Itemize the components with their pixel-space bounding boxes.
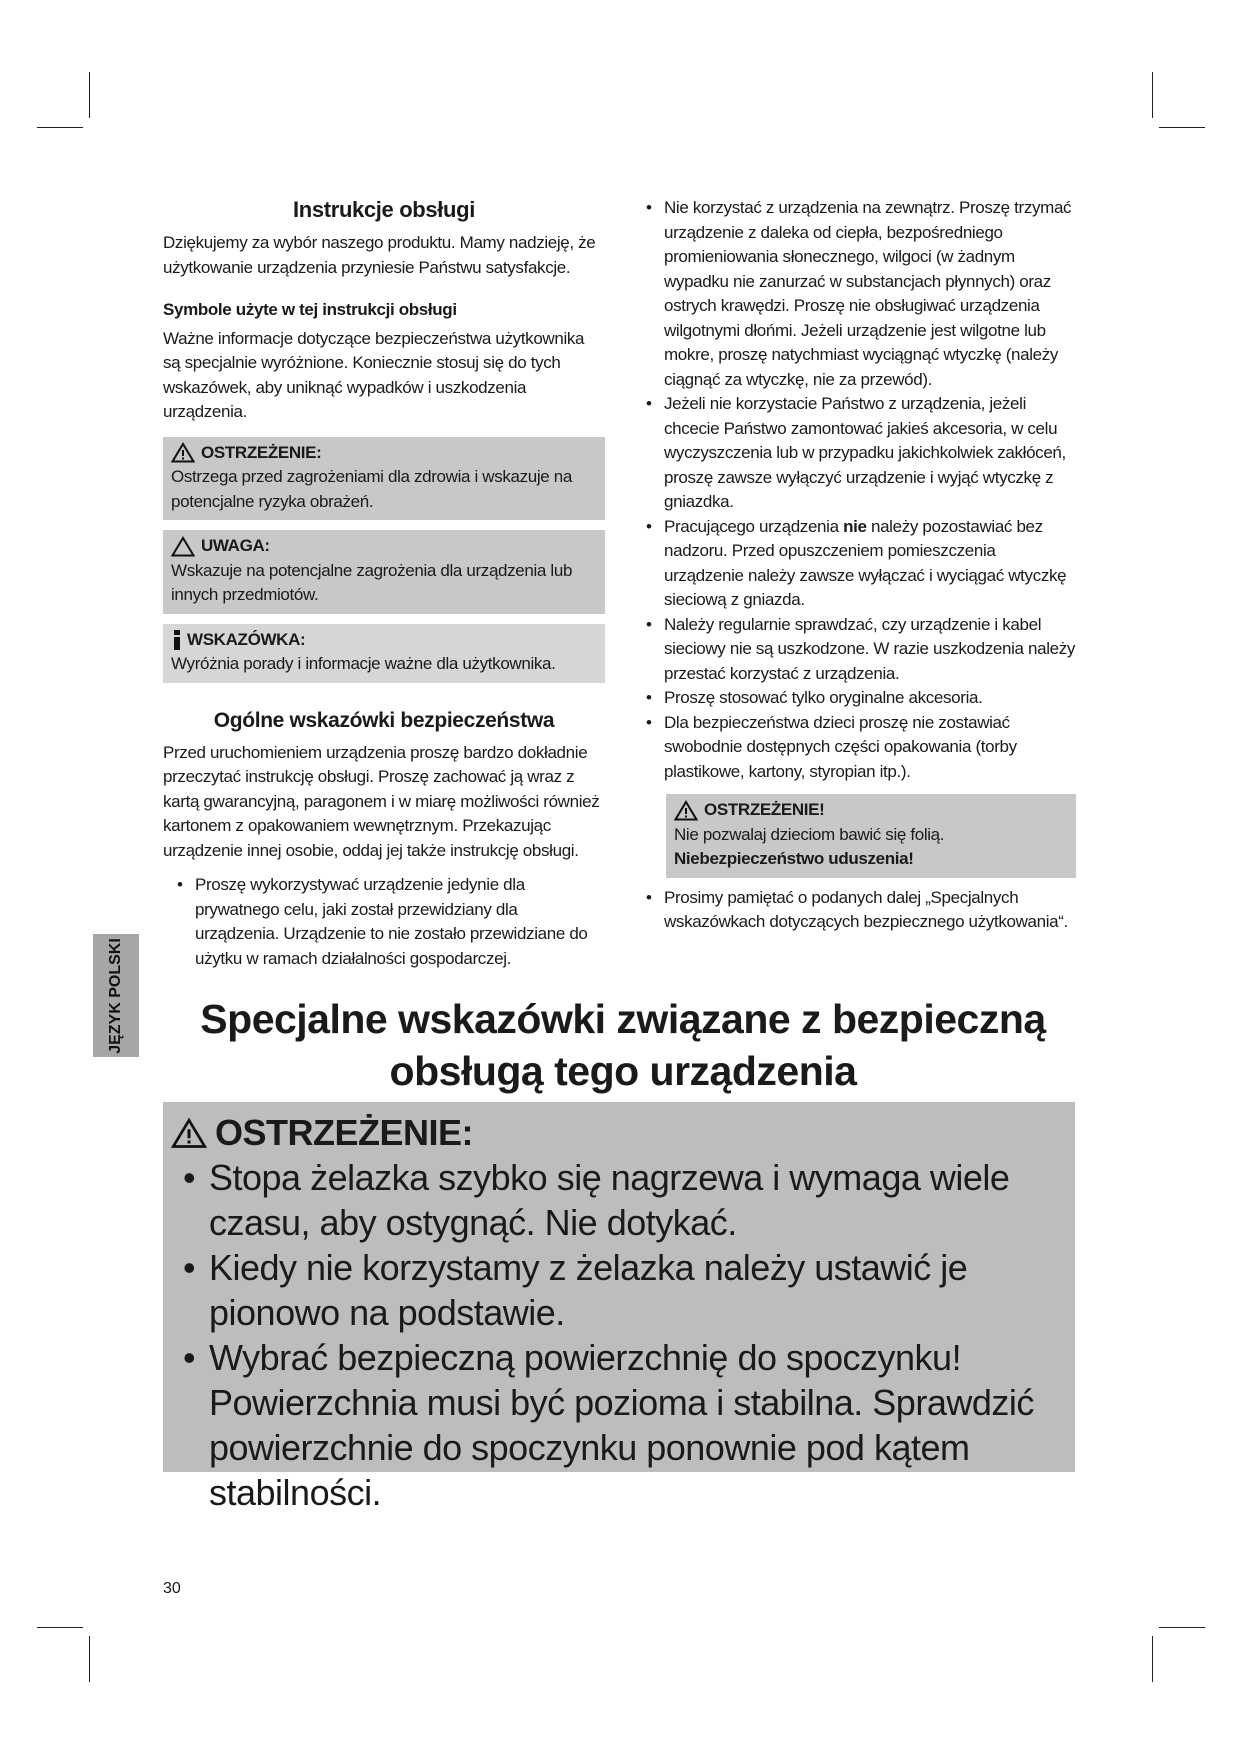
crop-mark bbox=[1152, 72, 1153, 118]
intro-text: Dziękujemy za wybór naszego produktu. Mamy nadzieję, że użytkowanie urządzenia przyniesie Państwu satysfakcje. bbox=[163, 233, 596, 277]
warning-title: OSTRZEŻENIE: bbox=[201, 442, 322, 462]
bullet-dot: • bbox=[183, 1337, 196, 1378]
symbols-text: Ważne informacje dotyczące bezpieczeństwa użytkownika są specjalnie wyróżnione. Koniecznie stosuj się do tych wskazówek, aby uniknąć wypadków i uszkodzenia urządzenia. bbox=[163, 328, 585, 421]
warning-text: Ostrzega przed zagrożeniami dla zdrowia i wskazuje na potencjalne ryzyka obrażeń. bbox=[171, 467, 572, 511]
caution-box bbox=[163, 530, 605, 614]
crop-mark bbox=[1159, 1627, 1205, 1628]
crop-mark bbox=[89, 1636, 90, 1682]
child-warning-title: OSTRZEŻENIE! bbox=[704, 800, 825, 819]
bullet-dot: • bbox=[646, 712, 652, 732]
list-item: • Kiedy nie korzystamy z żelazka należy ustawić je pionowo na podstawie. bbox=[183, 1247, 968, 1333]
list-item: • Prosimy pamiętać o podanych dalej „Specjalnych wskazówkach dotyczących bezpiecznego użytkowania“. bbox=[646, 887, 1068, 931]
special-warning-heading bbox=[171, 1110, 1061, 1155]
note-title: WSKAZÓWKA: bbox=[187, 629, 306, 649]
crop-mark bbox=[89, 72, 90, 118]
bullet-dot: • bbox=[646, 198, 652, 217]
note-heading bbox=[171, 628, 597, 653]
note-text: Wyróżnia porady i informacje ważne dla użytkownika. bbox=[171, 654, 556, 673]
child-warning-text: Nie pozwalaj dzieciom bawić się folią. Niebezpieczeństwo uduszenia! bbox=[674, 824, 945, 868]
warning-box bbox=[163, 437, 605, 521]
bullet-dot: • bbox=[183, 1157, 196, 1198]
child-warning-heading bbox=[674, 798, 1068, 823]
general-safety-text: Przed uruchomieniem urządzenia proszę bardzo dokładnie przeczytać instrukcję obsługi. Proszę zachować ją wraz z kartą gwarancyjną, paragonem i w miarę możliwości również kartonem z opakowaniem wewnętrznym. Przekazując urządzenie innej osobie, oddaj jej także instrukcję obsługi. bbox=[163, 742, 600, 860]
warning-triangle-icon bbox=[171, 442, 195, 463]
page-title: Instrukcje obsługi bbox=[293, 197, 475, 222]
list-item: • Jeżeli nie korzystacie Państwo z urządzenia, jeżeli chcecie Państwo zamontować jakieś akcesoria, w celu wyczyszczenia lub w przypadku jakichkolwiek zakłóceń, proszę zawsze wyłączyć urządzenie i wyjąć wtyczkę z gniazdka. bbox=[646, 394, 1066, 511]
symbols-heading: Symbole użyte w tej instrukcji obsługi bbox=[163, 300, 457, 319]
bullet-dot: • bbox=[646, 614, 652, 634]
bullet-dot: • bbox=[646, 516, 652, 536]
page-number: 30 bbox=[163, 1580, 181, 1597]
special-instructions-title: Specjalne wskazówki związane z bezpieczną obsługą tego urządzenia bbox=[200, 996, 1046, 1094]
list-item: • Nie korzystać z urządzenia na zewnątrz. Proszę trzymać urządzenie z daleka od ciepła, bezpośredniego promieniowania słonecznego, wilgoci (w żadnym wypadku nie zanurzać w substancjach płynnych) oraz ostrych krawędzi. Proszę nie obsługiwać urządzenia wilgotnymi dłońmi. Jeżeli urządzenie jest wilgotne lub mokre, proszę natychmiast wyciągnąć wtyczkę (należy ciągnąć za wtyczkę, nie za przewód). bbox=[646, 198, 1072, 389]
bullet-dot: • bbox=[183, 1247, 196, 1288]
list-item: • Stopa żelazka szybko się nagrzewa i wymaga wiele czasu, aby ostygnąć. Nie dotykać. bbox=[183, 1157, 1010, 1243]
info-icon bbox=[171, 630, 183, 650]
crop-mark bbox=[1159, 127, 1205, 128]
warning-triangle-icon bbox=[674, 800, 698, 821]
special-warning-title: OSTRZEŻENIE: bbox=[215, 1112, 474, 1153]
warning-triangle-icon bbox=[171, 1117, 207, 1149]
list-item: • Proszę wykorzystywać urządzenie jedynie dla prywatnego celu, jaki został przewidziany dla urządzenia. Urządzenie to nie zostało przewidziane do użytku w ramach działalności gospodarczej. bbox=[177, 875, 588, 968]
crop-mark bbox=[37, 127, 83, 128]
list-item: • Wybrać bezpieczną powierzchnię do spoczynku! Powierzchnia musi być pozioma i stabilna. Sprawdzić powierzchnie do spoczynku ponownie pod kątem stabilności. bbox=[183, 1337, 1034, 1513]
special-warning-box bbox=[163, 1102, 1075, 1513]
language-label: JĘZYK POLSKI bbox=[107, 937, 125, 1054]
caution-text: Wskazuje na potencjalne zagrożenia dla urządzenia lub innych przedmiotów. bbox=[171, 560, 573, 604]
bullet-dot: • bbox=[177, 875, 183, 894]
caution-heading bbox=[171, 534, 597, 559]
crop-mark bbox=[1152, 1636, 1153, 1682]
child-warning-box bbox=[666, 794, 1076, 878]
warning-heading bbox=[171, 441, 597, 466]
crop-mark bbox=[37, 1627, 83, 1628]
caution-triangle-icon bbox=[171, 536, 195, 557]
list-item: • Pracującego urządzenia nie należy pozostawiać bez nadzoru. Przed opuszczeniem pomieszczenia urządzenie należy zawsze wyłączać i wyciągać wtyczkę sieciową z gniazda. bbox=[646, 516, 1067, 609]
list-item: • Dla bezpieczeństwa dzieci proszę nie zostawiać swobodnie dostępnych części opakowania (torby plastikowe, kartony, styropian itp.). bbox=[646, 712, 1017, 781]
general-safety-title: Ogólne wskazówki bezpieczeństwa bbox=[213, 708, 555, 732]
bullet-dot: • bbox=[646, 394, 652, 413]
bullet-dot: • bbox=[646, 887, 652, 907]
note-box bbox=[163, 624, 605, 683]
bullet-dot: • bbox=[646, 688, 652, 707]
left-column bbox=[163, 196, 605, 971]
right-column bbox=[632, 196, 1076, 935]
language-side-tab bbox=[93, 934, 139, 1057]
caution-title: UWAGA: bbox=[201, 536, 270, 555]
list-item: • Proszę stosować tylko oryginalne akcesoria. bbox=[632, 686, 1076, 711]
list-item: • Należy regularnie sprawdzać, czy urządzenie i kabel sieciowy nie są uszkodzone. W razie uszkodzenia należy przestać korzystać z urządzenia. bbox=[646, 614, 1076, 683]
